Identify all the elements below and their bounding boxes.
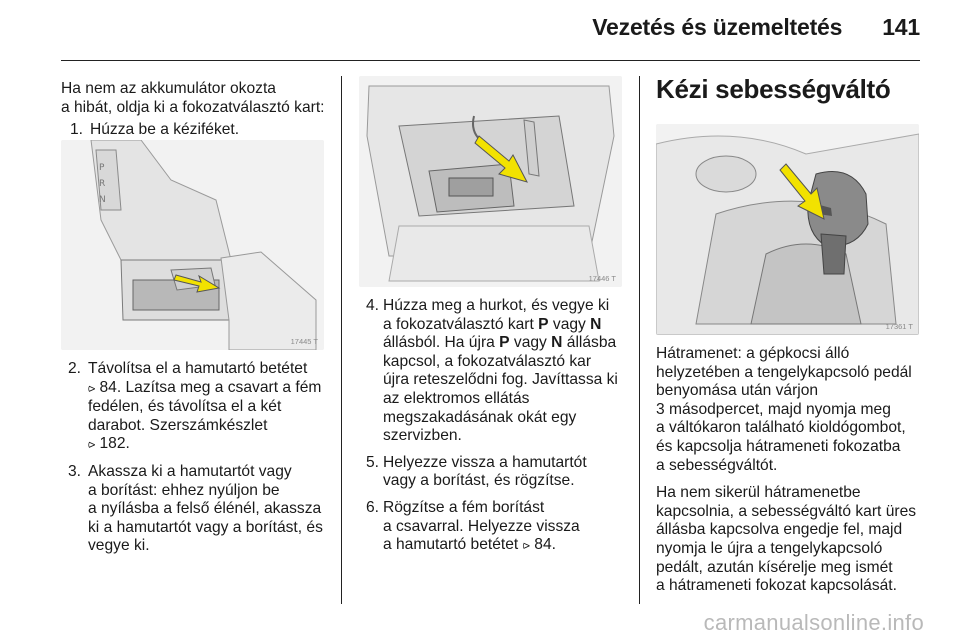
figure-ashtray-removal — [61, 140, 324, 350]
step-6 — [359, 499, 634, 556]
step-5-line-2: vagy a borítást, és rögzítse. — [383, 472, 575, 490]
step-5 — [359, 454, 634, 491]
figure-1-code: 17445 T — [290, 337, 318, 346]
para-1-line-5: a váltókaron található kioldógombot, — [656, 419, 906, 437]
step-6-line-2: a csavarral. Helyezze vissza — [383, 517, 580, 535]
ashtray-illustration — [61, 140, 324, 350]
para-1-line-6: és kapcsolja hátrameneti fokozatba — [656, 437, 901, 455]
para-1-line-4: 3 másodpercet, majd nyomja meg — [656, 400, 891, 418]
step-4-line-8: szervizben. — [383, 427, 462, 445]
step-4-line-2 — [383, 316, 634, 335]
step-4-line-3 — [383, 334, 634, 353]
step-4-line-3e: állásba — [562, 334, 617, 352]
header-rule — [61, 60, 920, 61]
intro-line-2: a hibát, oldja ki a fokozatválasztó kart: — [61, 98, 325, 116]
step-4-line-2a: a fokozatválasztó kart — [383, 315, 539, 333]
step-1-number: 1. — [70, 121, 84, 139]
step-6-page-ref: 84. — [534, 536, 556, 554]
watermark[interactable]: carmanualsonline.info — [703, 610, 924, 635]
step-4-line-5: újra reteszelődni fog. Javíttassa ki — [383, 371, 618, 389]
selector-release-illustration — [359, 76, 622, 287]
figure-manual-gearbox — [656, 124, 919, 335]
gear-n-2: N — [551, 334, 563, 352]
svg-text:R: R — [99, 179, 106, 189]
gear-n: N — [590, 315, 602, 333]
left-column-steps — [61, 360, 336, 556]
para-2-line-4: nyomja le újra a tengelykapcsoló — [656, 539, 883, 557]
step-1 — [61, 121, 336, 140]
intro-line-1: Ha nem az akkumulátor okozta — [61, 80, 276, 97]
step-6-line-1: Rögzítse a fém borítást — [383, 498, 545, 516]
section-title: Kézi sebességváltó — [656, 74, 891, 104]
column-divider-2 — [639, 76, 640, 604]
step-6-line-3-text: a hamutartó betétet — [383, 536, 519, 554]
step-4-line-6: az elektromos ellátás — [383, 389, 530, 407]
figure-selector-release — [359, 76, 622, 287]
step-4-line-7: megszakadásának okát egy — [383, 408, 577, 426]
step-2-number: 2. — [68, 360, 82, 377]
step-4-line-4: kapcsol, a fokozatválasztó kar — [383, 352, 592, 370]
step-3-line-3: a nyílásba a felső élénél, akassza — [88, 500, 322, 518]
step-3-line-2: a borítást: ehhez nyúljon be — [88, 481, 280, 499]
step-1-text: Húzza be a kéziféket. — [90, 121, 240, 139]
svg-text:N: N — [99, 195, 106, 205]
step-4 — [359, 297, 634, 446]
step-2-line-5 — [88, 435, 336, 455]
para-1-line-2: helyzetében a tengelykapcsoló pedál — [656, 363, 912, 381]
arrow-reference-icon: ⪧ — [88, 380, 100, 396]
para-2-line-5: pedált, azután kísérelje meg ismét — [656, 558, 893, 576]
left-column — [61, 80, 336, 140]
figure-2-code: 17446 T — [588, 274, 616, 283]
para-1-line-7: a sebességváltót. — [656, 456, 778, 474]
column-divider-1 — [341, 76, 342, 604]
gear-lever-illustration — [656, 124, 919, 335]
svg-text:P: P — [99, 163, 105, 173]
step-2-line-1: Távolítsa el a hamutartó betétet — [88, 360, 308, 377]
step-2-line-2 — [88, 379, 336, 399]
para-1-line-1: Hátramenet: a gépkocsi álló — [656, 345, 850, 362]
step-2-line-3: fedélen, és távolítsa el a két — [88, 398, 282, 416]
gear-p-2: P — [499, 334, 510, 352]
step-4-line-3a: állásból. Ha újra — [383, 334, 500, 352]
step-4-line-2c: vagy — [548, 315, 591, 333]
arrow-reference-icon: ⪧ — [522, 538, 530, 554]
step-3-number: 3. — [68, 462, 82, 480]
gear-p: P — [538, 315, 549, 333]
figure-3-code: 17361 T — [885, 322, 913, 331]
right-column-text — [656, 345, 931, 596]
step-2-line-2-text: 84. Lazítsa meg a csavart a fém — [99, 378, 322, 396]
step-3-line-1: Akassza ki a hamutartót vagy — [88, 462, 292, 480]
step-3-line-4: ki a hamutartót vagy a borítást, és — [88, 518, 323, 536]
step-4-line-1: Húzza meg a hurkot, és vegye ki — [383, 297, 610, 314]
step-2 — [61, 360, 336, 455]
para-1-line-3: benyomása után várjon — [656, 382, 819, 400]
step-4-line-3c: vagy — [509, 334, 552, 352]
step-2-line-5-text: 182. — [99, 435, 130, 453]
step-2-line-4: darabot. Szerszámkészlet — [88, 416, 268, 434]
middle-column-steps — [359, 297, 634, 556]
para-2-line-6: a hátrameneti fokozat kapcsolását. — [656, 577, 897, 595]
para-2-line-2: kapcsolnia, a sebességváltó kart üres — [656, 502, 917, 520]
page-header-title — [592, 14, 920, 41]
step-5-number: 5. — [366, 453, 380, 471]
step-3 — [61, 463, 336, 556]
arrow-reference-icon: ⪧ — [88, 437, 100, 453]
step-5-line-1: Helyezze vissza a hamutartót — [383, 453, 587, 471]
step-6-number: 6. — [366, 498, 380, 516]
step-6-line-3 — [383, 536, 634, 556]
para-2-line-1: Ha nem sikerül hátramenetbe — [656, 484, 861, 502]
step-3-line-5: vegye ki. — [88, 537, 150, 555]
page-number: 141 — [882, 14, 920, 40]
step-4-number: 4. — [366, 297, 380, 314]
header-title-text: Vezetés és üzemeltetés — [592, 14, 843, 40]
para-2-line-3: állásba kapcsolva engedje fel, majd — [656, 521, 903, 539]
